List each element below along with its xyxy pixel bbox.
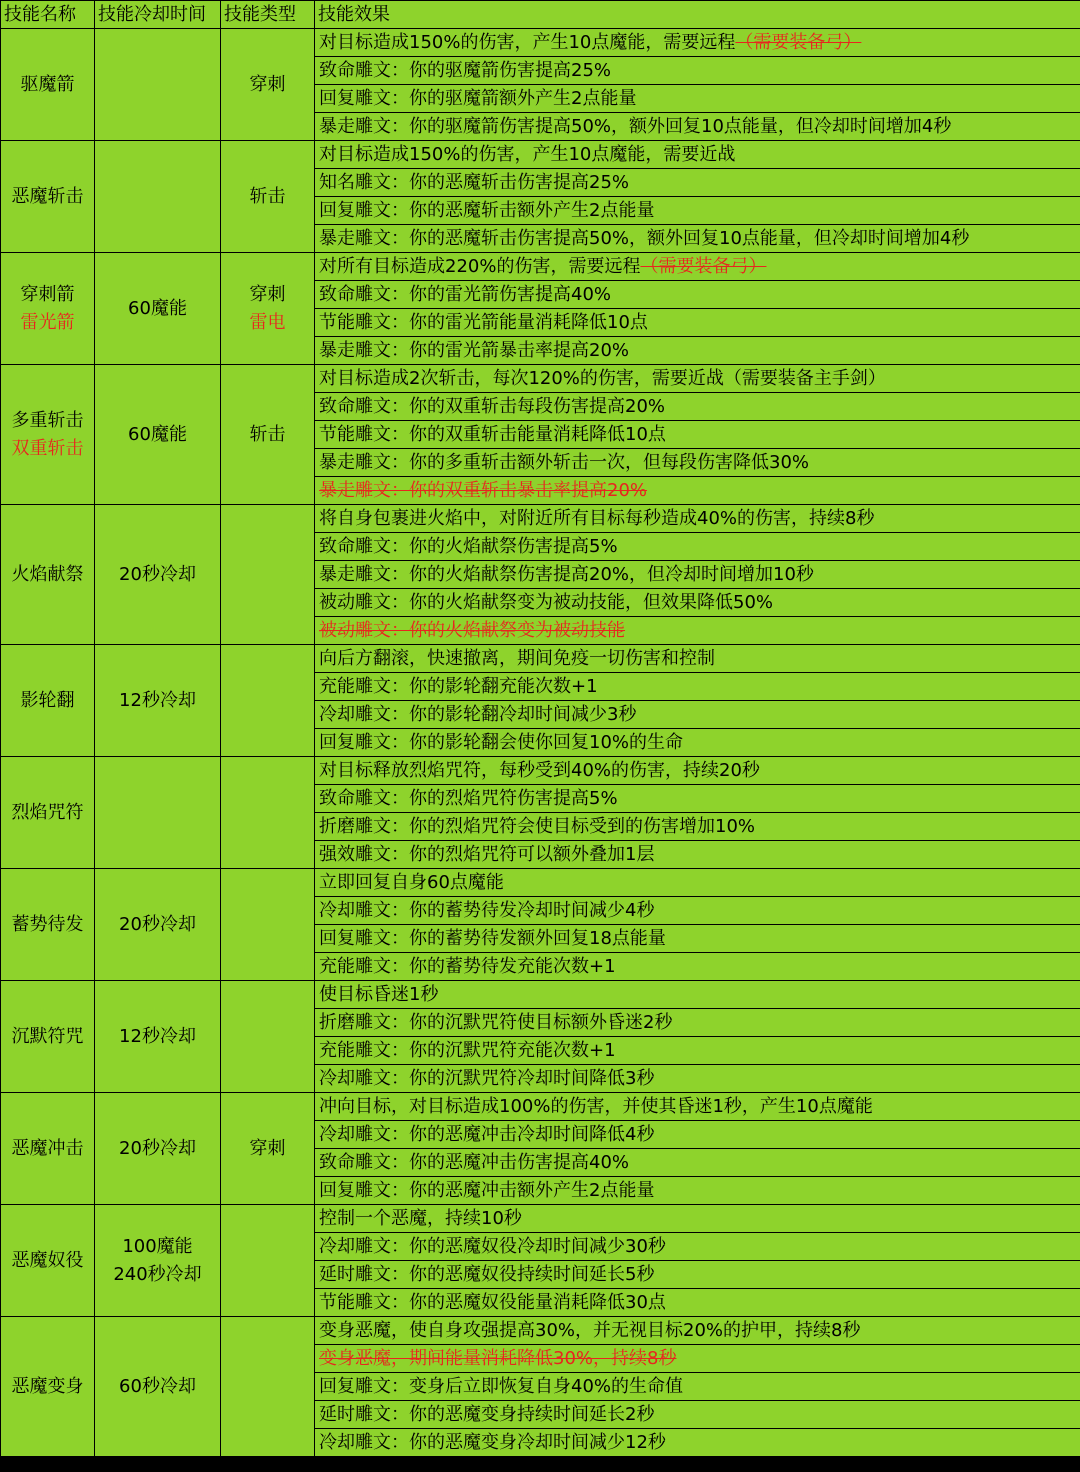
skill-effect-text: 立即回复自身60点魔能 (319, 872, 504, 893)
skill-effect-text: 对所有目标造成220%的伤害，需要远程 (319, 256, 641, 277)
skill-cooldown-cell (95, 365, 221, 505)
skill-cooldown: 60秒冷却 (119, 1375, 196, 1397)
skill-effect-cell (315, 365, 1080, 393)
skill-effect-cell (315, 1429, 1080, 1457)
skill-effect-cell (315, 1205, 1080, 1233)
skill-effect-text: 致命雕文：你的驱魔箭伤害提高25% (319, 60, 612, 81)
skill-type-cell (221, 757, 315, 869)
skill-type: 斩击 (249, 423, 286, 445)
skill-name-cell (1, 1205, 95, 1317)
skill-name: 多重斩击 (11, 409, 84, 431)
skill-cooldown-cell (95, 981, 221, 1093)
skill-name: 驱魔箭 (20, 73, 75, 95)
skill-effect-cell (315, 197, 1080, 225)
skill-effect-cell (315, 1345, 1080, 1373)
skill-name-cell (1, 141, 95, 253)
skill-cooldown: 20秒冷却 (119, 913, 196, 935)
skill-effect-text: 回复雕文：你的蓄势待发额外回复18点能量 (319, 928, 666, 949)
skill-effect-cell (315, 729, 1080, 757)
table-row (1, 1317, 1080, 1345)
header-cooldown: 技能冷却时间 (95, 1, 221, 29)
skill-cooldown: 100魔能 (122, 1235, 193, 1257)
skill-effect-cell (315, 1401, 1080, 1429)
skill-type-cell (221, 141, 315, 253)
skill-effect-cell (315, 169, 1080, 197)
table-row (1, 757, 1080, 785)
skill-effect-cell (315, 85, 1080, 113)
skill-effect-text: 回复雕文：变身后立即恢复自身40%的生命值 (319, 1376, 684, 1397)
skill-effect-cell (315, 757, 1080, 785)
skill-effect-cell (315, 953, 1080, 981)
skill-cooldown: 60魔能 (128, 297, 187, 319)
skill-effect-text: 折磨雕文：你的沉默咒符使目标额外昏迷2秒 (319, 1012, 673, 1033)
table-row (1, 1093, 1080, 1121)
header-row (1, 1, 1080, 29)
skill-effect-text: 冷却雕文：你的影轮翻冷却时间减少3秒 (319, 704, 637, 725)
skill-effect-cell (315, 1373, 1080, 1401)
skill-cooldown-cell (95, 869, 221, 981)
skill-effect-cell (315, 673, 1080, 701)
skill-effect-text: 回复雕文：你的恶魔斩击额外产生2点能量 (319, 200, 655, 221)
skill-cooldown-cell (95, 757, 221, 869)
skill-type: 斩击 (249, 185, 286, 207)
skill-name: 蓄势待发 (11, 913, 84, 935)
skill-name: 烈焰咒符 (11, 801, 84, 823)
skill-cooldown: 12秒冷却 (119, 689, 196, 711)
skill-name-cell (1, 253, 95, 365)
skill-effect-cell (315, 57, 1080, 85)
skill-name-cell (1, 981, 95, 1093)
skill-cooldown-cell (95, 1205, 221, 1317)
skill-effect-text: 控制一个恶魔，持续10秒 (319, 1208, 522, 1229)
skill-name: 影轮翻 (20, 689, 75, 711)
skill-effect-cell (315, 113, 1080, 141)
skill-effect-text: 暴走雕文：你的雷光箭暴击率提高20% (319, 340, 630, 361)
skill-cooldown: 20秒冷却 (119, 1137, 196, 1159)
skill-effect-cell (315, 253, 1080, 281)
skill-type-cell (221, 645, 315, 757)
skill-effect-text: 被动雕文：你的火焰献祭变为被动技能，但效果降低50% (319, 592, 774, 613)
skill-effect-cell (315, 1121, 1080, 1149)
header-type: 技能类型 (221, 1, 315, 29)
skill-effect-cell (315, 1009, 1080, 1037)
skill-type-cell (221, 869, 315, 981)
skill-effect-text: 节能雕文：你的恶魔奴役能量消耗降低30点 (319, 1292, 666, 1313)
skill-effect-cell (315, 981, 1080, 1009)
skill-name-cell (1, 365, 95, 505)
skill-type-cell (221, 1205, 315, 1317)
table-row (1, 1205, 1080, 1233)
skill-effect-text: 对目标造成150%的伤害，产生10点魔能，需要远程 (319, 32, 736, 53)
skill-effect-text: 回复雕文：你的恶魔冲击额外产生2点能量 (319, 1180, 655, 1201)
skill-effect-cell (315, 505, 1080, 533)
skill-name-cell (1, 757, 95, 869)
skill-effect-cell (315, 337, 1080, 365)
skill-effect-text: 冷却雕文：你的沉默咒符冷却时间降低3秒 (319, 1068, 655, 1089)
skill-cooldown-cell (95, 141, 221, 253)
skill-name-cell (1, 645, 95, 757)
skill-type-cell (221, 365, 315, 505)
skill-effect-text: 变身恶魔，期间能量消耗降低30%，持续8秒 (319, 1348, 677, 1369)
struck-note: （需要装备弓） (735, 32, 862, 53)
skill-effect-text: 对目标造成2次斩击，每次120%的伤害，需要近战（需要装备主手剑） (319, 368, 886, 389)
skill-effect-text: 暴走雕文：你的双重斩击暴击率提高20% (319, 480, 648, 501)
skill-alt-name: 雷光箭 (20, 311, 75, 333)
skill-effect-text: 回复雕文：你的驱魔箭额外产生2点能量 (319, 88, 637, 109)
skill-effect-cell (315, 309, 1080, 337)
skill-effect-text: 被动雕文：你的火焰献祭变为被动技能 (319, 620, 625, 641)
skill-effect-text: 致命雕文：你的火焰献祭伤害提高5% (319, 536, 618, 557)
skill-effect-cell (315, 925, 1080, 953)
skill-effect-text: 冷却雕文：你的恶魔变身冷却时间减少12秒 (319, 1432, 666, 1453)
skill-type-cell (221, 1317, 315, 1457)
skill-effect-text: 冲向目标，对目标造成100%的伤害，并使其昏迷1秒，产生10点魔能 (319, 1096, 873, 1117)
skill-type: 穿刺 (249, 283, 286, 305)
skill-effect-cell (315, 225, 1080, 253)
skill-cooldown-cell (95, 1317, 221, 1457)
skill-name-cell (1, 505, 95, 645)
header-effect: 技能效果 (315, 1, 1080, 29)
skill-effect-cell (315, 1317, 1080, 1345)
skill-effect-cell (315, 869, 1080, 897)
skill-cooldown: 60魔能 (128, 423, 187, 445)
table-row (1, 645, 1080, 673)
skill-cooldown: 20秒冷却 (119, 563, 196, 585)
skill-effect-text: 暴走雕文：你的火焰献祭伤害提高20%，但冷却时间增加10秒 (319, 564, 814, 585)
table-row (1, 141, 1080, 169)
skill-type: 穿刺 (249, 73, 286, 95)
skill-effect-cell (315, 1065, 1080, 1093)
skill-effect-text: 折磨雕文：你的烈焰咒符会使目标受到的伤害增加10% (319, 816, 756, 837)
skill-name: 恶魔冲击 (11, 1137, 84, 1159)
skill-effect-text: 冷却雕文：你的恶魔冲击冷却时间降低4秒 (319, 1124, 655, 1145)
skill-name: 沉默符咒 (11, 1025, 84, 1047)
skill-cooldown-cell (95, 29, 221, 141)
skill-effect-cell (315, 533, 1080, 561)
skill-effect-cell (315, 897, 1080, 925)
skill-effect-text: 致命雕文：你的恶魔冲击伤害提高40% (319, 1152, 630, 1173)
skill-effect-cell (315, 1149, 1080, 1177)
skill-effect-cell (315, 421, 1080, 449)
table-row (1, 981, 1080, 1009)
table-row (1, 253, 1080, 281)
skill-effect-text: 充能雕文：你的影轮翻充能次数+1 (319, 676, 598, 697)
skill-alt-type: 雷电 (249, 311, 286, 333)
skill-name: 恶魔奴役 (11, 1249, 84, 1271)
skill-effect-text: 充能雕文：你的沉默咒符充能次数+1 (319, 1040, 616, 1061)
skill-effect-text: 向后方翻滚，快速撤离，期间免疫一切伤害和控制 (319, 648, 715, 669)
skill-effect-cell (315, 813, 1080, 841)
skill-effect-cell (315, 281, 1080, 309)
skill-effect-cell (315, 645, 1080, 673)
skill-type-cell (221, 29, 315, 141)
skill-effect-text: 充能雕文：你的蓄势待发充能次数+1 (319, 956, 616, 977)
skill-type: 穿刺 (249, 1137, 286, 1159)
header-name: 技能名称 (1, 1, 95, 29)
skill-effect-text: 延时雕文：你的恶魔奴役持续时间延长5秒 (319, 1264, 655, 1285)
table-row (1, 365, 1080, 393)
skill-effect-text: 回复雕文：你的影轮翻会使你回复10%的生命 (319, 732, 684, 753)
skill-type-cell (221, 253, 315, 365)
skill-effect-text: 延时雕文：你的恶魔变身持续时间延长2秒 (319, 1404, 655, 1425)
skill-effect-cell (315, 1037, 1080, 1065)
table-row (1, 29, 1080, 57)
skill-effect-text: 冷却雕文：你的蓄势待发冷却时间减少4秒 (319, 900, 655, 921)
skill-effect-text: 将自身包裹进火焰中，对附近所有目标每秒造成40%的伤害，持续8秒 (319, 508, 875, 529)
skill-effect-cell (315, 1177, 1080, 1205)
skill-name-cell (1, 1317, 95, 1457)
skill-effect-text: 节能雕文：你的雷光箭能量消耗降低10点 (319, 312, 648, 333)
skill-effect-text: 致命雕文：你的雷光箭伤害提高40% (319, 284, 612, 305)
skill-effect-text: 对目标释放烈焰咒符，每秒受到40%的伤害，持续20秒 (319, 760, 760, 781)
struck-note: （需要装备弓） (640, 256, 767, 277)
skill-effect-text: 致命雕文：你的烈焰咒符伤害提高5% (319, 788, 618, 809)
skill-effect-text: 强效雕文：你的烈焰咒符可以额外叠加1层 (319, 844, 655, 865)
skill-effect-cell (315, 617, 1080, 645)
skill-cooldown-cell (95, 253, 221, 365)
skill-effect-cell (315, 1289, 1080, 1317)
skill-cooldown: 240秒冷却 (113, 1263, 202, 1285)
skill-type-cell (221, 1093, 315, 1205)
skill-cooldown-cell (95, 645, 221, 757)
table-row (1, 505, 1080, 533)
skill-effect-cell (315, 393, 1080, 421)
skill-effect-cell (315, 1093, 1080, 1121)
skill-alt-name: 双重斩击 (11, 437, 84, 459)
skill-effect-cell (315, 561, 1080, 589)
table-row (1, 869, 1080, 897)
skill-effect-text: 致命雕文：你的双重斩击每段伤害提高20% (319, 396, 666, 417)
skill-effect-cell (315, 785, 1080, 813)
skill-name-cell (1, 29, 95, 141)
skill-effect-cell (315, 1261, 1080, 1289)
skill-effect-cell (315, 841, 1080, 869)
skill-type-cell (221, 505, 315, 645)
skill-effect-text: 变身恶魔，使自身攻强提高30%，并无视目标20%的护甲，持续8秒 (319, 1320, 861, 1341)
skill-cooldown-cell (95, 505, 221, 645)
skill-name: 恶魔变身 (11, 1375, 84, 1397)
skill-effect-text: 暴走雕文：你的恶魔斩击伤害提高50%，额外回复10点能量，但冷却时间增加4秒 (319, 228, 970, 249)
skill-effect-cell (315, 477, 1080, 505)
skill-effect-cell (315, 449, 1080, 477)
skill-effect-cell (315, 29, 1080, 57)
skill-type-cell (221, 981, 315, 1093)
skill-effect-text: 冷却雕文：你的恶魔奴役冷却时间减少30秒 (319, 1236, 666, 1257)
skill-cooldown-cell (95, 1093, 221, 1205)
skill-name: 火焰献祭 (11, 563, 84, 585)
skill-effect-cell (315, 1233, 1080, 1261)
skill-effect-text: 暴走雕文：你的多重斩击额外斩击一次，但每段伤害降低30% (319, 452, 810, 473)
skill-name-cell (1, 869, 95, 981)
skill-effect-text: 使目标昏迷1秒 (319, 984, 439, 1005)
skill-name: 恶魔斩击 (11, 185, 84, 207)
skill-effect-text: 对目标造成150%的伤害，产生10点魔能，需要近战 (319, 144, 736, 165)
skill-effect-cell (315, 141, 1080, 169)
skill-effect-cell (315, 589, 1080, 617)
skill-name: 穿刺箭 (20, 283, 75, 305)
skill-cooldown: 12秒冷却 (119, 1025, 196, 1047)
skill-name-cell (1, 1093, 95, 1205)
skill-effect-text: 暴走雕文：你的驱魔箭伤害提高50%，额外回复10点能量，但冷却时间增加4秒 (319, 116, 952, 137)
skill-effect-cell (315, 701, 1080, 729)
skill-effect-text: 知名雕文：你的恶魔斩击伤害提高25% (319, 172, 630, 193)
skill-effect-text: 节能雕文：你的双重斩击能量消耗降低10点 (319, 424, 666, 445)
